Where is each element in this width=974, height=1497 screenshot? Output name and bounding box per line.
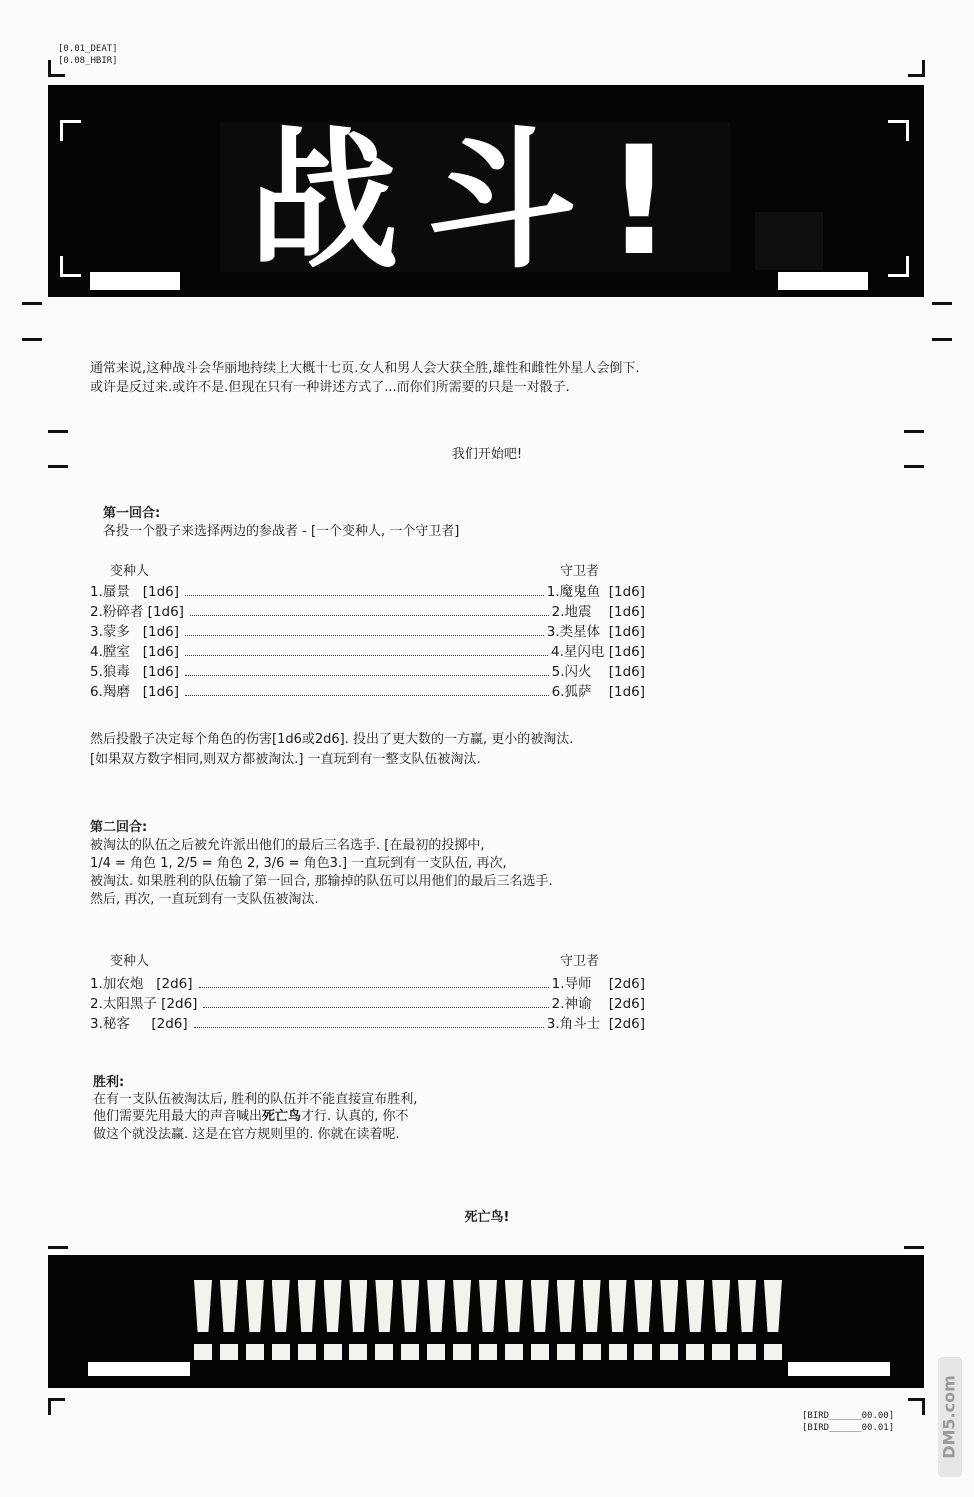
side-dash: [22, 302, 42, 305]
victory-line-2: 他们需要先用最大的声音喊出死亡鸟才行. 认真的, 你不: [93, 1109, 409, 1124]
page-corner-bl: [48, 1398, 65, 1415]
exclamation-mark: [399, 1280, 421, 1360]
watermark-logo: [936, 1357, 964, 1477]
round1-after-2: [如果双方数字相同,则双方都被淘汰.] 一直玩到有一整支队伍被淘汰.: [90, 752, 481, 767]
footer-code-2: [BIRD______00.01]: [802, 1423, 895, 1433]
round1-heading: 第一回合:: [103, 506, 161, 521]
side-dash: [48, 430, 68, 433]
side-dash: [22, 338, 42, 341]
victory-line-3: 做这个就没法赢. 这是在官方规则里的. 你就在读着呢.: [93, 1127, 400, 1142]
victory-line-1: 在有一支队伍被淘汰后, 胜利的队伍并不能直接宣布胜利,: [93, 1092, 418, 1107]
footer-code-1: [BIRD______00.00]: [802, 1411, 895, 1421]
banner-white-bar-left: [90, 272, 180, 290]
exclamation-mark: [296, 1280, 318, 1360]
round1-desc: 各投一个骰子来选择两边的参战者 - [一个变种人, 一个守卫者]: [103, 524, 460, 539]
exclamation-mark: [477, 1280, 499, 1360]
round1-row: 6.羯磨 [1d6] 6.狐萨 [1d6]: [90, 684, 645, 700]
exclamation-mark: [425, 1280, 447, 1360]
exclamation-mark: [244, 1280, 266, 1360]
exclamation-mark: [710, 1280, 732, 1360]
banner-corner-bl: [60, 256, 81, 277]
page-corner-tr: [908, 60, 925, 77]
exclamation-mark: [270, 1280, 292, 1360]
exclamation-mark: [218, 1280, 240, 1360]
header-code-2: [0.08_HBIR]: [58, 56, 118, 66]
exclamation-mark: [632, 1280, 654, 1360]
shout-line: 死亡鸟!: [464, 1210, 510, 1225]
round2-line-2: 1/4 = 角色 1, 2/5 = 角色 2, 3/6 = 角色3.] 一直玩到有一支队伍, 再次,: [90, 856, 507, 871]
exclamation-mark: [322, 1280, 344, 1360]
round2-right-header: 守卫者: [560, 954, 600, 969]
bottom-white-bar-right: [788, 1362, 890, 1376]
exclamation-row: [192, 1280, 784, 1360]
round2-line-1: 被淘汰的队伍之后被允许派出他们的最后三名选手. [在最初的投掷中,: [90, 838, 485, 853]
exclamation-mark: [736, 1280, 758, 1360]
round1-right-header: 守卫者: [560, 564, 600, 579]
round2-line-3: 被淘汰. 如果胜利的队伍输了第一回合, 那输掉的队伍可以用他们的最后三名选手.: [90, 874, 553, 889]
exclamation-mark: [658, 1280, 680, 1360]
victory-heading: 胜利:: [93, 1075, 125, 1090]
watermark-icon: [936, 1357, 964, 1477]
round1-after-1: 然后投骰子决定每个角色的伤害[1d6或2d6]. 投出了更大数的一方赢, 更小的被淘汰.: [90, 732, 574, 747]
round1-row: 5.狼毒 [1d6] 5.闪火 [1d6]: [90, 664, 645, 680]
exclamation-mark: [347, 1280, 369, 1360]
deathbird-emphasis: 死亡鸟: [262, 1109, 302, 1124]
exclamation-mark: [192, 1280, 214, 1360]
exclamation-mark: [581, 1280, 603, 1360]
round1-row: 4.膛室 [1d6] 4.星闪电 [1d6]: [90, 644, 645, 660]
page-corner-br: [908, 1398, 925, 1415]
side-dash: [48, 1246, 68, 1249]
exclamation-mark: [451, 1280, 473, 1360]
exclamation-mark: [503, 1280, 525, 1360]
svg-text:DM5.com: DM5.com: [939, 1375, 959, 1459]
start-line: 我们开始吧!: [451, 447, 523, 462]
round2-left-header: 变种人: [110, 954, 150, 969]
page-corner-tl: [48, 60, 65, 77]
round2-heading: 第二回合:: [90, 820, 148, 835]
round2-row: 3.秘客 [2d6] 3.角斗士 [2d6]: [90, 1016, 645, 1032]
round1-row: 3.蒙多 [1d6] 3.类星体 [1d6]: [90, 624, 645, 640]
round1-left-header: 变种人: [110, 564, 150, 579]
intro-line-1: 通常来说,这种战斗会华丽地持续上大概十七页.女人和男人会大获全胜,雄性和雌性外星人会倒下.: [90, 361, 640, 376]
exclamation-mark: [684, 1280, 706, 1360]
intro-line-2: 或许是反过来.或许不是.但现在只有一种讲述方式了...而你们所需要的只是一对骰子.: [90, 380, 570, 395]
side-dash: [48, 465, 68, 468]
page-title: 战斗!: [248, 114, 702, 289]
exclamation-mark: [555, 1280, 577, 1360]
round1-row: 2.粉碎者 [1d6] 2.地震 [1d6]: [90, 604, 645, 620]
exclamation-mark: [607, 1280, 629, 1360]
header-code-1: [0.01_DEAT]: [58, 44, 118, 54]
exclamation-mark: [373, 1280, 395, 1360]
side-dash: [904, 465, 924, 468]
banner-white-bar-right: [778, 272, 868, 290]
banner-corner-tl: [60, 120, 81, 141]
side-dash: [932, 338, 952, 341]
banner-corner-tr: [888, 120, 909, 141]
side-dash: [904, 1246, 924, 1249]
round2-line-4: 然后, 再次, 一直玩到有一支队伍被淘汰.: [90, 892, 319, 907]
exclamation-mark: [529, 1280, 551, 1360]
round2-row: 2.太阳黑子 [2d6] 2.神谕 [2d6]: [90, 996, 645, 1012]
side-dash: [904, 430, 924, 433]
round1-row: 1.蜃景 [1d6] 1.魔鬼鱼 [1d6]: [90, 584, 645, 600]
title-dark-block: [755, 212, 823, 270]
exclamation-mark: [762, 1280, 784, 1360]
banner-corner-br: [888, 256, 909, 277]
bottom-white-bar-left: [88, 1362, 190, 1376]
side-dash: [932, 302, 952, 305]
round2-row: 1.加农炮 [2d6] 1.导师 [2d6]: [90, 976, 645, 992]
